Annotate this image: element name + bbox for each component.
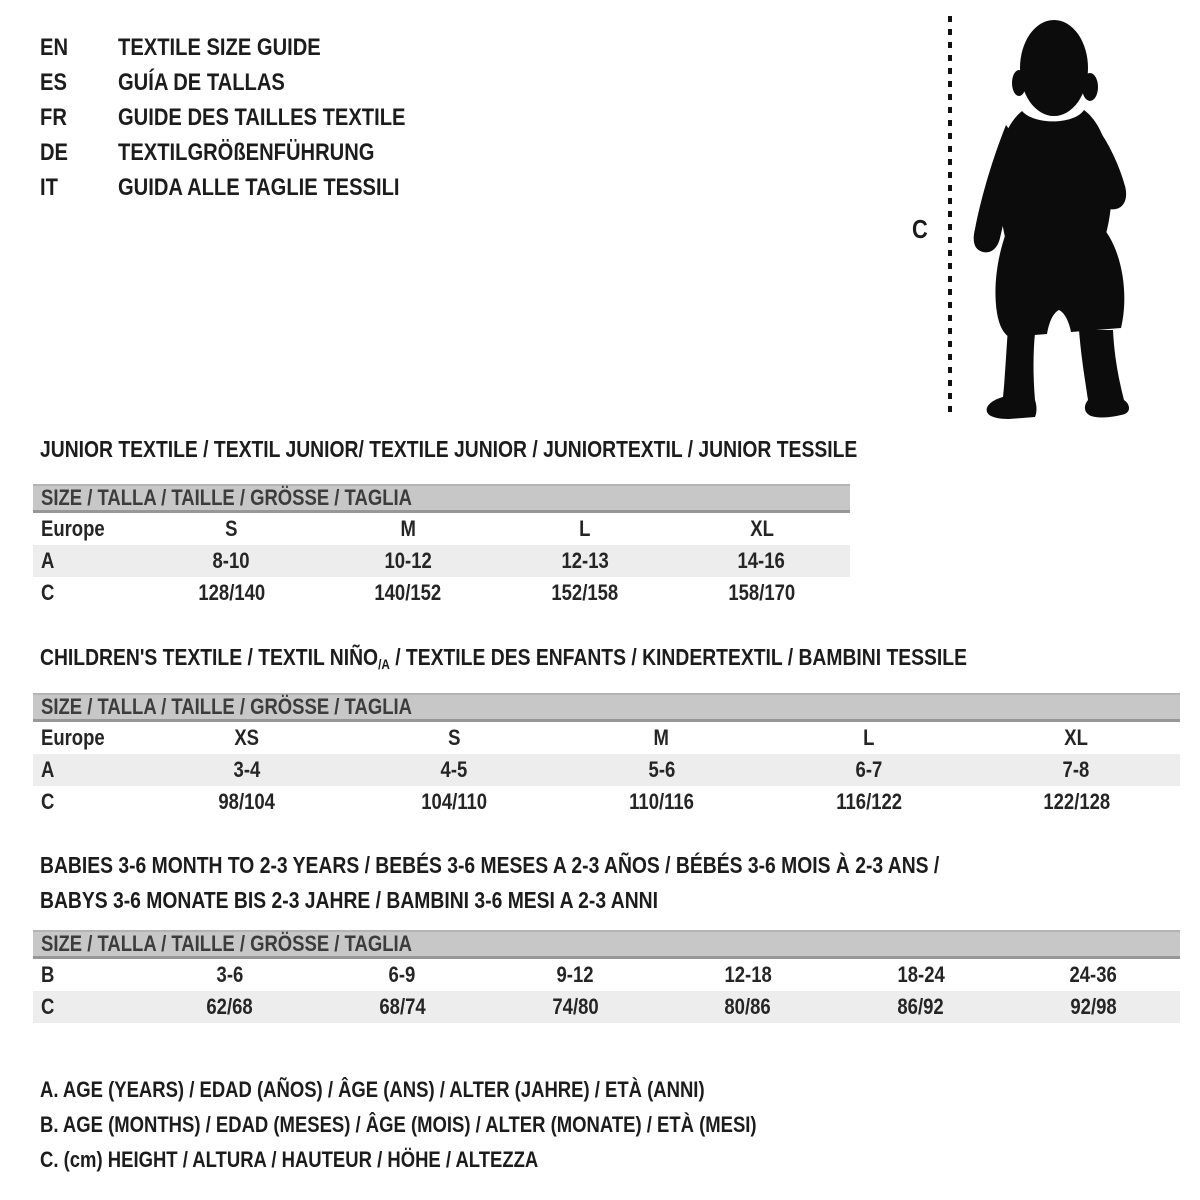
size-cell — [143, 577, 320, 609]
size-value: 74/80 — [551, 994, 599, 1019]
language-code-text: EN — [40, 34, 69, 61]
size-value: 110/116 — [629, 789, 694, 814]
table-row-age — [33, 545, 850, 577]
row-label: C — [41, 994, 55, 1019]
row-label-cell — [33, 577, 143, 609]
size-value: 18-24 — [897, 962, 945, 987]
language-row — [40, 100, 460, 135]
size-value: 92/98 — [1070, 994, 1117, 1019]
size-cell — [834, 959, 1007, 991]
table-row-height — [33, 991, 1180, 1023]
size-value: 3-6 — [216, 962, 243, 987]
size-cell — [320, 545, 497, 577]
size-cell — [489, 991, 662, 1023]
row-label-cell — [33, 754, 143, 786]
size-value: L — [579, 516, 591, 541]
legend — [40, 1072, 893, 1177]
size-cell — [673, 577, 850, 609]
legend-line-c — [40, 1142, 893, 1177]
language-row — [40, 135, 460, 170]
children-size-table — [33, 693, 1180, 818]
size-value: 140/152 — [374, 580, 442, 605]
size-value: 128/140 — [197, 580, 265, 605]
language-code — [40, 65, 118, 100]
children-heading-part2: / TEXTILE DES ENFANTS / KINDERTEXTIL / BAMBINI TESSILE — [389, 644, 967, 670]
size-value: S — [447, 725, 461, 750]
babies-heading — [40, 848, 1111, 918]
size-cell — [143, 545, 320, 577]
guide-title: GUIDA ALLE TAGLIE TESSILI — [118, 174, 400, 201]
size-value: 98/104 — [218, 789, 275, 814]
size-value: 8-10 — [212, 548, 250, 573]
row-label: C — [41, 789, 55, 814]
size-value: 122/128 — [1042, 789, 1110, 814]
size-cell — [143, 754, 350, 786]
size-value: 86/92 — [897, 994, 944, 1019]
size-value: 4-5 — [440, 757, 468, 782]
size-value: 158/170 — [728, 580, 796, 605]
size-cell — [558, 786, 765, 818]
size-value: S — [225, 516, 238, 541]
size-value: 14-16 — [737, 548, 786, 573]
size-cell — [973, 786, 1180, 818]
guide-title: TEXTILE SIZE GUIDE — [118, 34, 321, 61]
size-cell — [1007, 959, 1180, 991]
row-label-cell — [33, 991, 143, 1023]
size-header-label: SIZE / TALLA / TAILLE / GRÖSSE / TAGLIA — [41, 485, 412, 510]
language-code-text: DE — [40, 139, 69, 166]
size-value: 12-18 — [724, 962, 772, 987]
size-cell — [673, 513, 850, 545]
size-cell — [497, 545, 674, 577]
size-value: 10-12 — [384, 548, 432, 573]
row-label: Europe — [41, 725, 105, 750]
language-title-list — [40, 30, 460, 205]
language-code-text: FR — [40, 104, 67, 131]
row-label-cell — [33, 959, 143, 991]
size-value: 104/110 — [421, 789, 487, 814]
children-heading-part1: CHILDREN'S TEXTILE / TEXTIL NIÑO — [40, 644, 379, 670]
legend-line-a — [40, 1072, 893, 1107]
legend-text-b: B. AGE (MONTHS) / EDAD (MESES) / ÂGE (MOIS) / ALTER (MONATE) / ETÀ (MESI) — [40, 1112, 757, 1137]
size-value: 12-13 — [561, 548, 609, 573]
table-row-age-months — [33, 959, 1180, 991]
table-row-europe — [33, 722, 1180, 754]
size-cell — [558, 722, 765, 754]
row-label: A — [41, 757, 55, 782]
guide-title: GUÍA DE TALLAS — [118, 69, 285, 96]
language-code-text: IT — [40, 174, 58, 201]
size-value: 6-7 — [855, 757, 883, 782]
height-measure-letter: C — [912, 214, 928, 244]
size-value: L — [863, 725, 875, 750]
size-value: 152/158 — [551, 580, 619, 605]
size-cell — [143, 513, 320, 545]
size-cell — [143, 722, 350, 754]
row-label: C — [41, 580, 55, 605]
legend-text-a: A. AGE (YEARS) / EDAD (AÑOS) / ÂGE (ANS) / ALTER (JAHRE) / ETÀ (ANNI) — [40, 1077, 705, 1102]
height-measure-label — [912, 214, 931, 244]
legend-text-c: C. (cm) HEIGHT / ALTURA / HAUTEUR / HÖHE / ALTEZZA — [40, 1147, 539, 1172]
size-value: XL — [749, 516, 774, 541]
junior-heading-text: JUNIOR TEXTILE / TEXTIL JUNIOR/ TEXTILE JUNIOR / JUNIORTEXTIL / JUNIOR TESSILE — [40, 436, 858, 462]
row-label: Europe — [41, 516, 105, 541]
size-cell — [1007, 991, 1180, 1023]
size-value: 68/74 — [379, 994, 426, 1019]
size-value: 3-4 — [233, 757, 261, 782]
size-value: 24-36 — [1069, 962, 1118, 987]
table-row-europe — [33, 513, 850, 545]
children-heading-sub: /A — [378, 656, 390, 672]
size-cell — [316, 959, 489, 991]
size-cell — [973, 754, 1180, 786]
size-value: 116/122 — [835, 789, 902, 814]
size-cell — [143, 991, 316, 1023]
table-header-bar — [33, 484, 850, 513]
size-cell — [350, 786, 557, 818]
row-label: A — [41, 548, 55, 573]
size-cell — [673, 545, 850, 577]
size-cell — [765, 722, 972, 754]
size-value: 5-6 — [648, 757, 675, 782]
size-cell — [497, 577, 674, 609]
table-header-bar — [33, 930, 1180, 959]
language-code-text: ES — [40, 69, 67, 96]
size-value: M — [653, 725, 670, 750]
size-header-label: SIZE / TALLA / TAILLE / GRÖSSE / TAGLIA — [41, 694, 412, 719]
size-cell — [661, 959, 834, 991]
size-value: 62/68 — [206, 994, 253, 1019]
size-value: 9-12 — [556, 962, 594, 987]
size-cell — [143, 959, 316, 991]
babies-heading-line2: BABYS 3-6 MONATE BIS 2-3 JAHRE / BAMBINI 3-6 MESI A 2-3 ANNI — [40, 887, 658, 913]
size-cell — [834, 991, 1007, 1023]
babies-heading-line1: BABIES 3-6 MONTH TO 2-3 YEARS / BEBÉS 3-6 MESES A 2-3 AÑOS / BÉBÉS 3-6 MOIS À 2-3 ANS / — [40, 852, 940, 878]
junior-heading — [40, 436, 1013, 462]
size-cell — [320, 513, 497, 545]
language-row — [40, 30, 460, 65]
size-value: XL — [1064, 725, 1089, 750]
guide-title: TEXTILGRÖßENFÜHRUNG — [118, 139, 375, 166]
size-value: 7-8 — [1062, 757, 1090, 782]
table-row-height — [33, 577, 850, 609]
size-cell — [973, 722, 1180, 754]
table-header-bar — [33, 693, 1180, 722]
row-label: B — [41, 962, 55, 987]
size-value: 80/86 — [724, 994, 772, 1019]
language-code — [40, 30, 118, 65]
table-row-age — [33, 754, 1180, 786]
size-header-label: SIZE / TALLA / TAILLE / GRÖSSE / TAGLIA — [41, 931, 412, 956]
children-heading — [40, 644, 1144, 677]
guide-title: GUIDE DES TAILLES TEXTILE — [118, 104, 406, 131]
table-row-height — [33, 786, 1180, 818]
babies-size-table — [33, 930, 1180, 1023]
language-row — [40, 65, 460, 100]
size-cell — [489, 959, 662, 991]
size-value: XS — [234, 725, 260, 750]
row-label-cell — [33, 722, 143, 754]
legend-line-b — [40, 1107, 893, 1142]
size-cell — [350, 722, 557, 754]
size-cell — [350, 754, 557, 786]
language-code — [40, 135, 118, 170]
size-value: 6-9 — [388, 962, 416, 987]
size-cell — [143, 786, 350, 818]
size-value: M — [400, 516, 416, 541]
size-cell — [320, 577, 497, 609]
junior-size-table — [33, 484, 850, 609]
language-code — [40, 170, 118, 205]
row-label-cell — [33, 786, 143, 818]
language-code — [40, 100, 118, 135]
children-heading-text — [40, 644, 967, 677]
size-cell — [765, 754, 972, 786]
height-measure-dashed-line — [946, 16, 954, 423]
language-row — [40, 170, 460, 205]
size-cell — [497, 513, 674, 545]
size-cell — [661, 991, 834, 1023]
row-label-cell — [33, 545, 143, 577]
toddler-silhouette-icon — [962, 13, 1142, 421]
size-cell — [765, 786, 972, 818]
row-label-cell — [33, 513, 143, 545]
size-cell — [558, 754, 765, 786]
size-cell — [316, 991, 489, 1023]
